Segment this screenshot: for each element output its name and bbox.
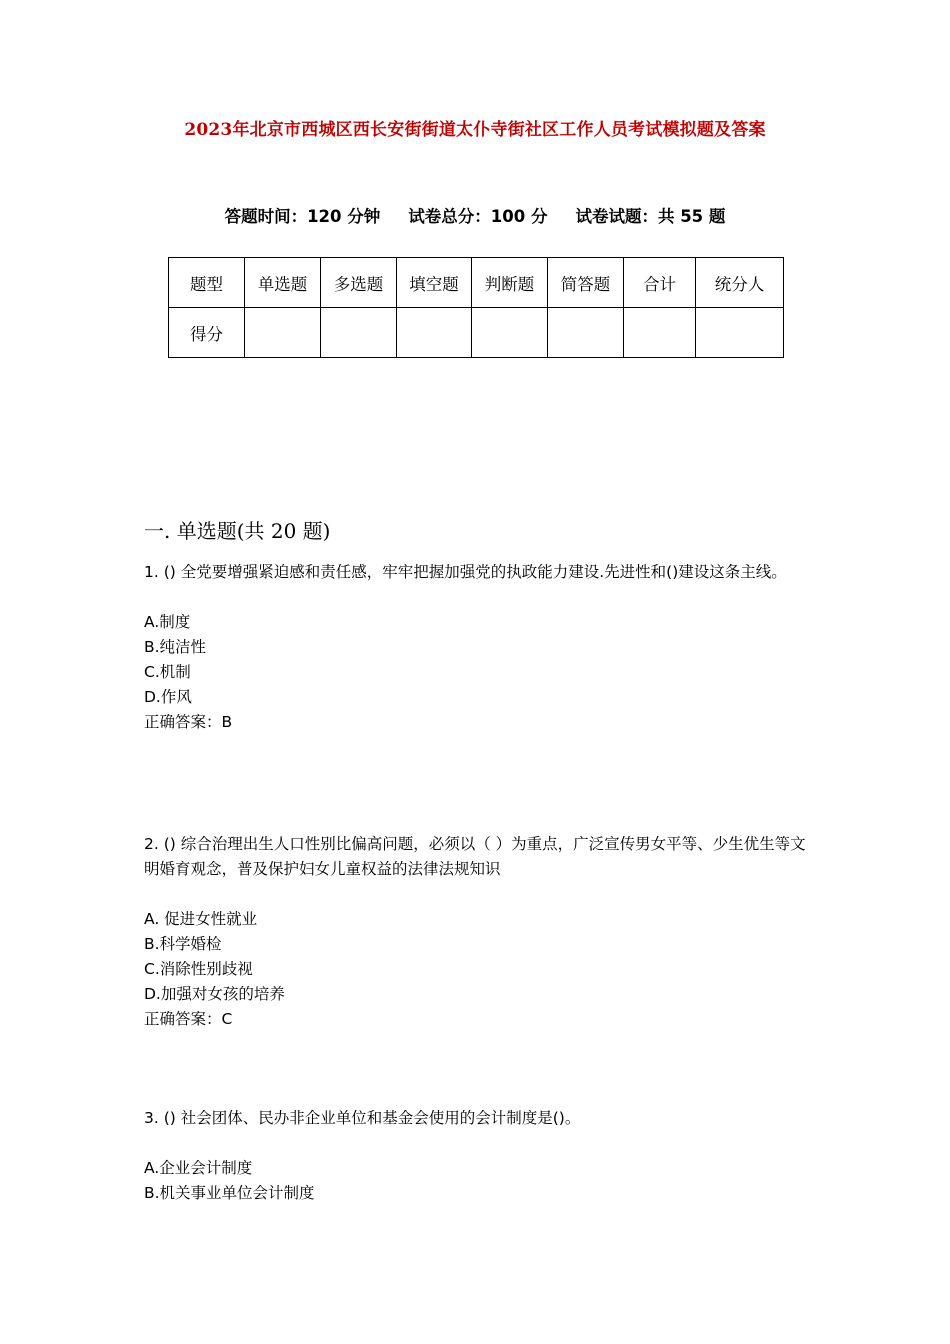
- option-a: A. 促进女性就业: [144, 910, 258, 928]
- option-b: B.纯洁性: [144, 638, 207, 656]
- score-cell: [321, 308, 397, 358]
- score-table: [168, 257, 784, 358]
- question-options: [144, 1156, 814, 1206]
- option-c: C.消除性别歧视: [144, 960, 253, 978]
- question-2: [144, 832, 814, 1032]
- score-table-header: 判断题: [472, 258, 548, 308]
- option-b: B.科学婚检: [144, 935, 222, 953]
- score-table-header: 合计: [624, 258, 696, 308]
- question-3: [144, 1106, 814, 1206]
- question-options: [144, 610, 814, 735]
- option-a: A.制度: [144, 613, 191, 631]
- correct-answer: 正确答案：C: [144, 1010, 233, 1028]
- score-cell: [624, 308, 696, 358]
- question-stem: 1. () 全党要增强紧迫感和责任感，牢牢把握加强党的执政能力建设.先进性和()建设这条主线。: [144, 563, 787, 581]
- exam-question-count: 试卷试题：共 55 题: [575, 207, 726, 226]
- option-d: D.作风: [144, 688, 192, 706]
- score-table-header: 多选题: [321, 258, 397, 308]
- score-table-header: 简答题: [548, 258, 624, 308]
- question-stem: 3. () 社会团体、民办非企业单位和基金会使用的会计制度是()。: [144, 1109, 581, 1127]
- correct-answer: 正确答案：B: [144, 713, 233, 731]
- question-1: [144, 560, 814, 735]
- option-c: C.机制: [144, 663, 191, 681]
- score-table-header: 单选题: [245, 258, 321, 308]
- score-cell: [696, 308, 784, 358]
- score-cell: [472, 308, 548, 358]
- option-d: D.加强对女孩的培养: [144, 985, 285, 1003]
- score-row-label: 得分: [169, 308, 245, 358]
- option-a: A.企业会计制度: [144, 1159, 253, 1177]
- score-cell: [397, 308, 472, 358]
- document-title: 2023年北京市西城区西长安街街道太仆寺街社区工作人员考试模拟题及答案: [184, 120, 766, 140]
- score-table-header: 填空题: [397, 258, 472, 308]
- score-table-header: 题型: [169, 258, 245, 308]
- exam-time: 答题时间：120 分钟: [224, 207, 381, 226]
- question-stem: 2. () 综合治理出生人口性别比偏高问题，必须以（ ）为重点，广泛宣传男女平等、少生优生等文明婚育观念，普及保护妇女儿童权益的法律法规知识: [144, 835, 806, 878]
- score-table-score-row: [169, 308, 784, 358]
- question-options: [144, 907, 814, 1032]
- exam-meta: [0, 203, 950, 227]
- exam-total-score: 试卷总分：100 分: [408, 207, 548, 226]
- section-title: 一. 单选题(共 20 题): [144, 519, 331, 543]
- score-table-header-row: [169, 258, 784, 308]
- option-b: B.机关事业单位会计制度: [144, 1184, 315, 1202]
- score-cell: [548, 308, 624, 358]
- score-table-header: 统分人: [696, 258, 784, 308]
- score-cell: [245, 308, 321, 358]
